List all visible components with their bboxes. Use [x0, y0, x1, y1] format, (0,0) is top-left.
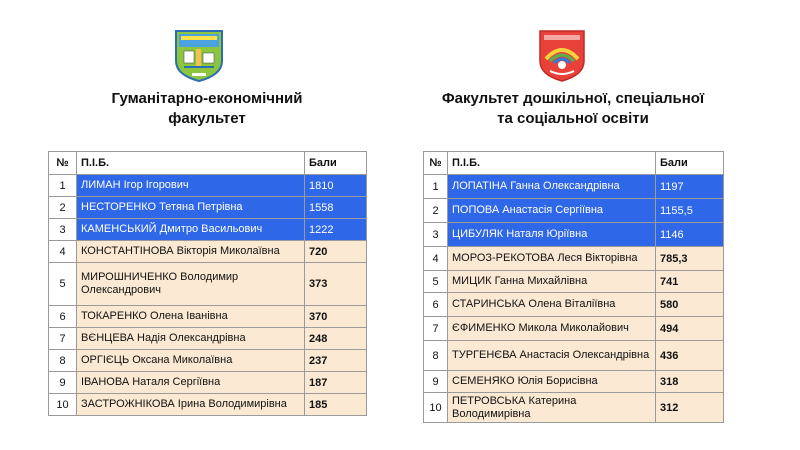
row-num: 2 [49, 197, 77, 219]
row-name: МИРОШНИЧЕНКО Володимир Олександрович [77, 263, 305, 306]
table-row [424, 223, 724, 247]
table-row [424, 199, 724, 223]
table-row [49, 263, 367, 306]
table-row [424, 247, 724, 271]
row-name: ЗАСТРОЖНІКОВА Ірина Володимирівна [77, 394, 305, 416]
row-score: 185 [305, 394, 367, 416]
faculty-title-line1: Гуманітарно-економічний [111, 90, 303, 107]
row-name: ІВАНОВА Наталя Сергіївна [77, 372, 305, 394]
ranking-table [423, 151, 724, 423]
row-num: 1 [49, 175, 77, 197]
row-score: 436 [656, 341, 724, 371]
table-row [424, 371, 724, 393]
table-row [424, 293, 724, 317]
table-row [424, 341, 724, 371]
row-num: 3 [424, 223, 448, 247]
table-row [424, 175, 724, 199]
row-num: 8 [424, 341, 448, 371]
row-score: 370 [305, 306, 367, 328]
row-score: 248 [305, 328, 367, 350]
row-num: 4 [424, 247, 448, 271]
row-name: ТОКАРЕНКО Олена Іванівна [77, 306, 305, 328]
row-score: 187 [305, 372, 367, 394]
faculty-emblem-icon [536, 27, 588, 83]
row-name: ЛИМАН Ігор Ігорович [77, 175, 305, 197]
row-name: КАМЕНСЬКИЙ Дмитро Васильович [77, 219, 305, 241]
faculty-title-line2: факультет [168, 110, 246, 127]
row-name: ОРГІЄЦЬ Оксана Миколаївна [77, 350, 305, 372]
faculty-crest-icon [172, 27, 226, 83]
row-num: 4 [49, 241, 77, 263]
col-header-name: П.І.Б. [448, 152, 656, 175]
row-num: 6 [49, 306, 77, 328]
table-row [49, 372, 367, 394]
ranking-table [48, 151, 367, 416]
row-num: 5 [424, 271, 448, 293]
row-num: 7 [49, 328, 77, 350]
row-name: ПОПОВА Анастасія Сергіївна [448, 199, 656, 223]
row-score: 741 [656, 271, 724, 293]
col-header-name: П.І.Б. [77, 152, 305, 175]
row-num: 10 [424, 393, 448, 423]
row-num: 5 [49, 263, 77, 306]
faculty-title [403, 89, 743, 129]
row-num: 6 [424, 293, 448, 317]
table-row [49, 197, 367, 219]
table-row [49, 350, 367, 372]
row-score: 580 [656, 293, 724, 317]
row-name: ТУРГЕНЄВА Анастасія Олександрівна [448, 341, 656, 371]
row-score: 1146 [656, 223, 724, 247]
faculty-title [48, 89, 366, 129]
row-name: СТАРИНСЬКА Олена Віталіївна [448, 293, 656, 317]
row-score: 1558 [305, 197, 367, 219]
table-row [49, 394, 367, 416]
row-score: 1222 [305, 219, 367, 241]
row-name: ПЕТРОВСЬКА Катерина Володимирівна [448, 393, 656, 423]
row-num: 3 [49, 219, 77, 241]
row-name: ВЄНЦЕВА Надія Олександрівна [77, 328, 305, 350]
table-row [49, 328, 367, 350]
table-header-row [424, 152, 724, 175]
table-row [49, 306, 367, 328]
row-num: 2 [424, 199, 448, 223]
table-row [424, 317, 724, 341]
row-score: 1155,5 [656, 199, 724, 223]
row-name: ЦИБУЛЯК Наталя Юріївна [448, 223, 656, 247]
row-score: 494 [656, 317, 724, 341]
row-score: 373 [305, 263, 367, 306]
col-header-num: № [49, 152, 77, 175]
table-row [49, 219, 367, 241]
row-score: 312 [656, 393, 724, 423]
table-row [49, 175, 367, 197]
row-score: 237 [305, 350, 367, 372]
col-header-score: Бали [305, 152, 367, 175]
row-name: СЕМЕНЯКО Юлія Борисівна [448, 371, 656, 393]
row-num: 9 [49, 372, 77, 394]
faculty-title-line1: Факультет дошкільної, спеціальної [441, 90, 705, 107]
table-row [49, 241, 367, 263]
table-row [424, 393, 724, 423]
faculty-title-line2: та соціальної освіти [497, 110, 649, 127]
row-name: КОНСТАНТІНОВА Вікторія Миколаївна [77, 241, 305, 263]
col-header-num: № [424, 152, 448, 175]
row-name: МОРОЗ-РЕКОТОВА Леся Вікторівна [448, 247, 656, 271]
row-num: 9 [424, 371, 448, 393]
row-score: 720 [305, 241, 367, 263]
row-num: 7 [424, 317, 448, 341]
row-score: 785,3 [656, 247, 724, 271]
row-score: 1810 [305, 175, 367, 197]
row-name: МИЦИК Ганна Михайлівна [448, 271, 656, 293]
row-name: НЕСТОРЕНКО Тетяна Петрівна [77, 197, 305, 219]
table-header-row [49, 152, 367, 175]
row-score: 1197 [656, 175, 724, 199]
row-score: 318 [656, 371, 724, 393]
row-name: ЛОПАТІНА Ганна Олександрівна [448, 175, 656, 199]
row-num: 1 [424, 175, 448, 199]
col-header-score: Бали [656, 152, 724, 175]
row-name: ЄФИМЕНКО Микола Миколайович [448, 317, 656, 341]
row-num: 10 [49, 394, 77, 416]
row-num: 8 [49, 350, 77, 372]
table-row [424, 271, 724, 293]
